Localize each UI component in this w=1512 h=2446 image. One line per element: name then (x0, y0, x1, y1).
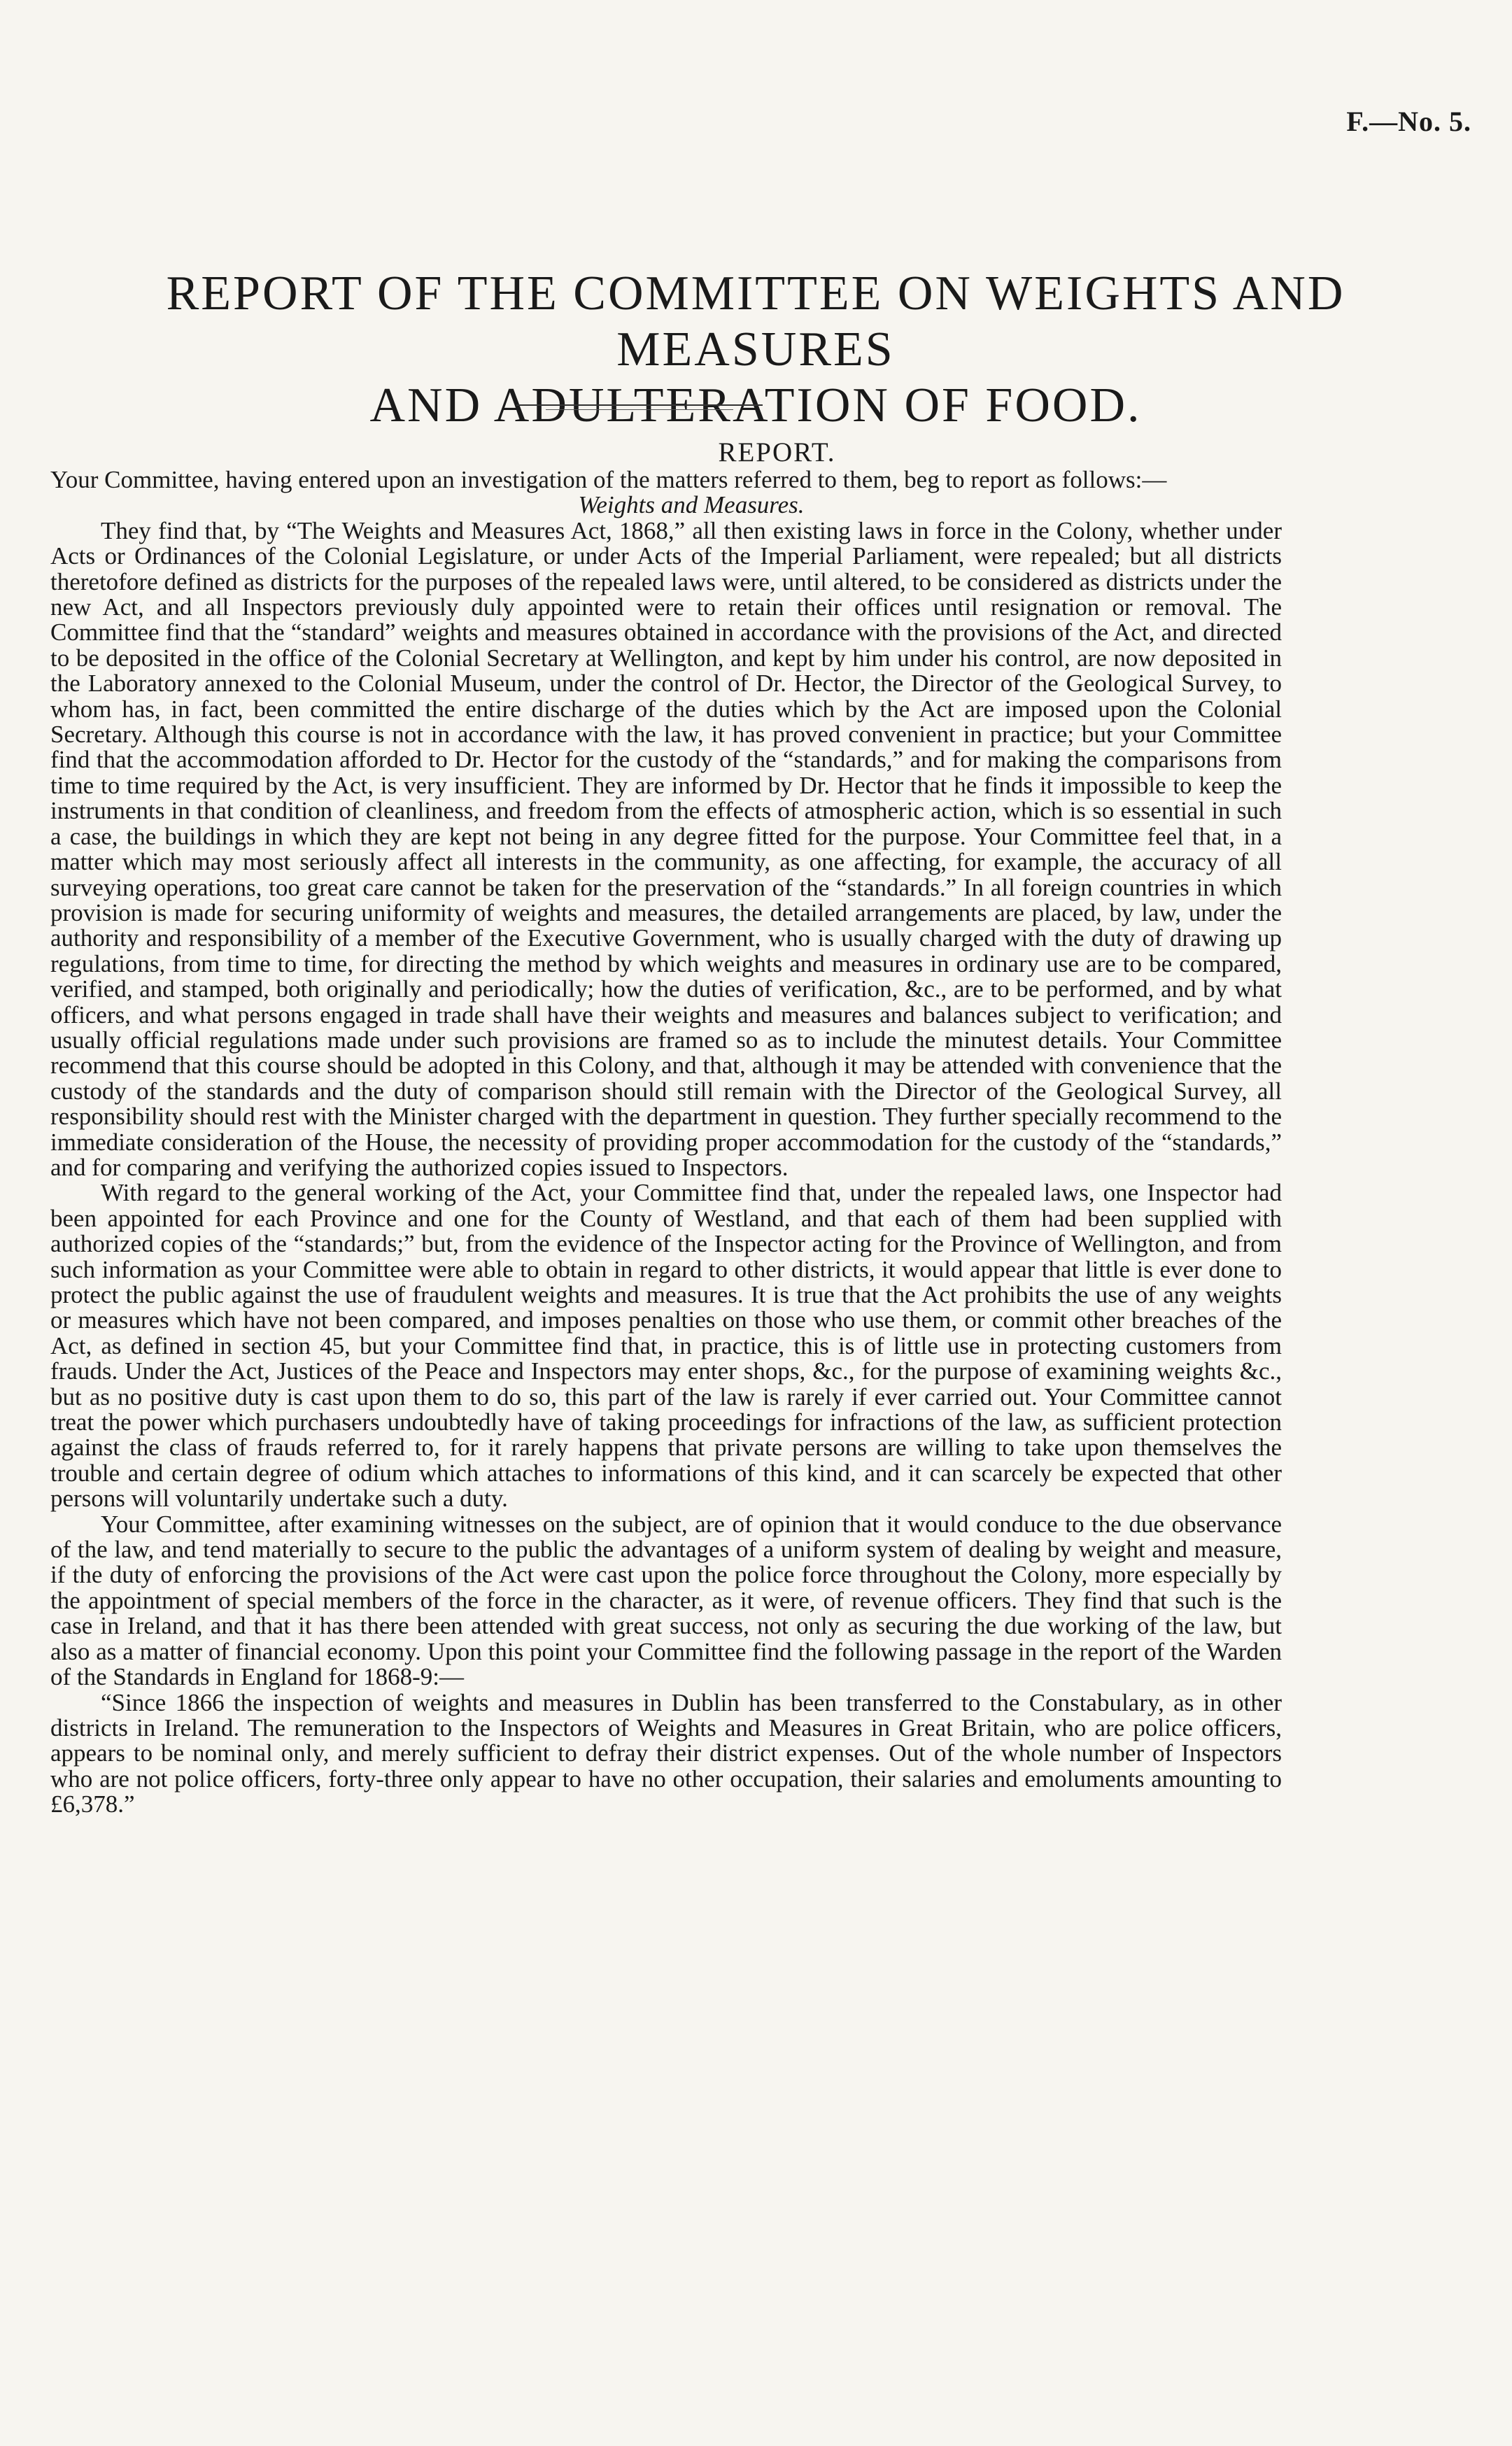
title-divider (516, 404, 763, 406)
report-heading: REPORT. (718, 437, 836, 467)
page-reference: F.—No. 5. (1346, 106, 1471, 137)
paragraph-2: With regard to the general working of the Act, your Committee find that, under the repealed laws, one Inspector had been appointed for each Province and one for the County of Westland, and that each of them had been supplied with authorized copies of the “standards;” but, from the evidence of the Inspector acting for the Province of Wellington, and from such information as your Committee were able to obtain in regard to other districts, it would appear that little is ever done to protect the public against the use of fraudulent weights and measures. It is true that the Act prohibits the use of any weights or measures which have not been compared, and imposes penalties on those who use them, or commit other breaches of the Act, as defined in section 45, but your Committee find that, in practice, this is of little use in protecting customers from frauds. Under the Act, Justices of the Peace and Inspectors may enter shops, &c., for the purpose of examining weights &c., but as no positive duty is cast upon them to do so, this part of the law is rarely if ever carried out. Your Committee cannot treat the power which purchasers undoubtedly have of taking proceedings for infractions of the law, as sufficient protection against the class of frauds referred to, for it rarely happens that private persons are willing to take upon themselves the trouble and certain degree of odium which attaches to informations of this kind, and it can scarcely be expected that other persons will voluntarily undertake such a duty. (50, 1179, 1282, 1513)
title-line-2: AND ADULTERATION OF FOOD. (369, 379, 1142, 432)
title-divider-inner (546, 409, 733, 410)
paragraph-3: Your Committee, after examining witnesses on the subject, are of opinion that it would conduce to the due observance of the law, and tend materially to secure to the public the advantages of a uniform system of dealing by weight and measure, if the duty of enforcing the provisions of the Act were cast upon the police force throughout the Colony, more especially by the appointment of special members of the force in the character, as it were, of revenue officers. They find that such is the case in Ireland, and that it has there been attended with great success, not only as securing the due working of the law, but also as a matter of financial economy. Upon this point your Committee find the following passage in the report of the Warden of the Standards in England for 1868-9:— (50, 1510, 1282, 1691)
report-body (50, 467, 1282, 1818)
document-title (49, 266, 1462, 434)
quoted-passage: “Since 1866 the inspection of weights and measures in Dublin has been transferred to the Constabulary, as in other districts in Ireland. The remuneration to the Inspectors of Weights and Measures in Great Britain, who are police officers, appears to be nominal only, and merely sufficient to defray their district expenses. Out of the whole number of Inspectors who are not police officers, forty-three only appear to have no other occupation, their salaries and emoluments amounting to £6,378.” (50, 1688, 1282, 1818)
section-subheading: Weights and Measures. (578, 491, 805, 519)
title-line-1: REPORT OF THE COMMITTEE ON WEIGHTS AND MEASURES (166, 267, 1345, 376)
intro-paragraph: Your Committee, having entered upon an investigation of the matters referred to them, beg to report as follows:— (50, 466, 1167, 493)
paragraph-1: They find that, by “The Weights and Measures Act, 1868,” all then existing laws in force in the Colony, whether under Acts or Ordinances of the Colonial Legislature, or under Acts of the Imperial Parliament, were repealed; but all districts theretofore defined as districts for the purposes of the repealed laws were, until altered, to be considered as districts under the new Act, and all Inspectors previously duly appointed were to retain their offices until resignation or removal. The Committee find that the “standard” weights and measures obtained in accordance with the provisions of the Act, and directed to be deposited in the office of the Colonial Secretary at Wellington, and kept by him under his control, are now deposited in the Laboratory annexed to the Colonial Museum, under the control of Dr. Hector, the Director of the Geological Survey, to whom has, in fact, been committed the entire discharge of the duties which by the Act are imposed upon the Colonial Secretary. Although this course is not in accordance with the law, it has proved convenient in practice; but your Committee find that the accommodation afforded to Dr. Hector for the custody of the “standards,” and for making the comparisons from time to time required by the Act, is very insufficient. They are informed by Dr. Hector that he finds it impossible to keep the instruments in that condition of cleanliness, and freedom from the effects of atmospheric action, which is so essential in such a case, the buildings in which they are kept not being in any degree fitted for the purpose. Your Committee feel that, in a matter which may most seriously affect all interests in the community, as one affecting, for example, the accuracy of all surveying operations, too great care cannot be taken for the preservation of the “standards.” In all foreign countries in which provision is made for securing uniformity of weights and measures, the detailed arrangements are placed, by law, under the authority and responsibility of a member of the Executive Government, who is usually charged with the duty of drawing up regulations, from time to time, for directing the method by which weights and measures in ordinary use are to be compared, verified, and stamped, both originally and periodically; how the duties of verification, &c., are to be performed, and by what officers, and what persons engaged in trade shall have their weights and measures and balances subject to verification; and usually official regulations made under such provisions are framed so as to include the minutest details. Your Committee recommend that this course should be adopted in this Colony, and that, although it may be attended with convenience that the custody of the standards and the duty of comparison should still remain with the Director of the Geological Survey, all responsibility should rest with the Minister charged with the department in question. They further specially recommend to the immediate consideration of the House, the necessity of providing proper accommodation for the custody of the “standards,” and for comparing and verifying the authorized copies issued to Inspectors. (50, 516, 1282, 1181)
